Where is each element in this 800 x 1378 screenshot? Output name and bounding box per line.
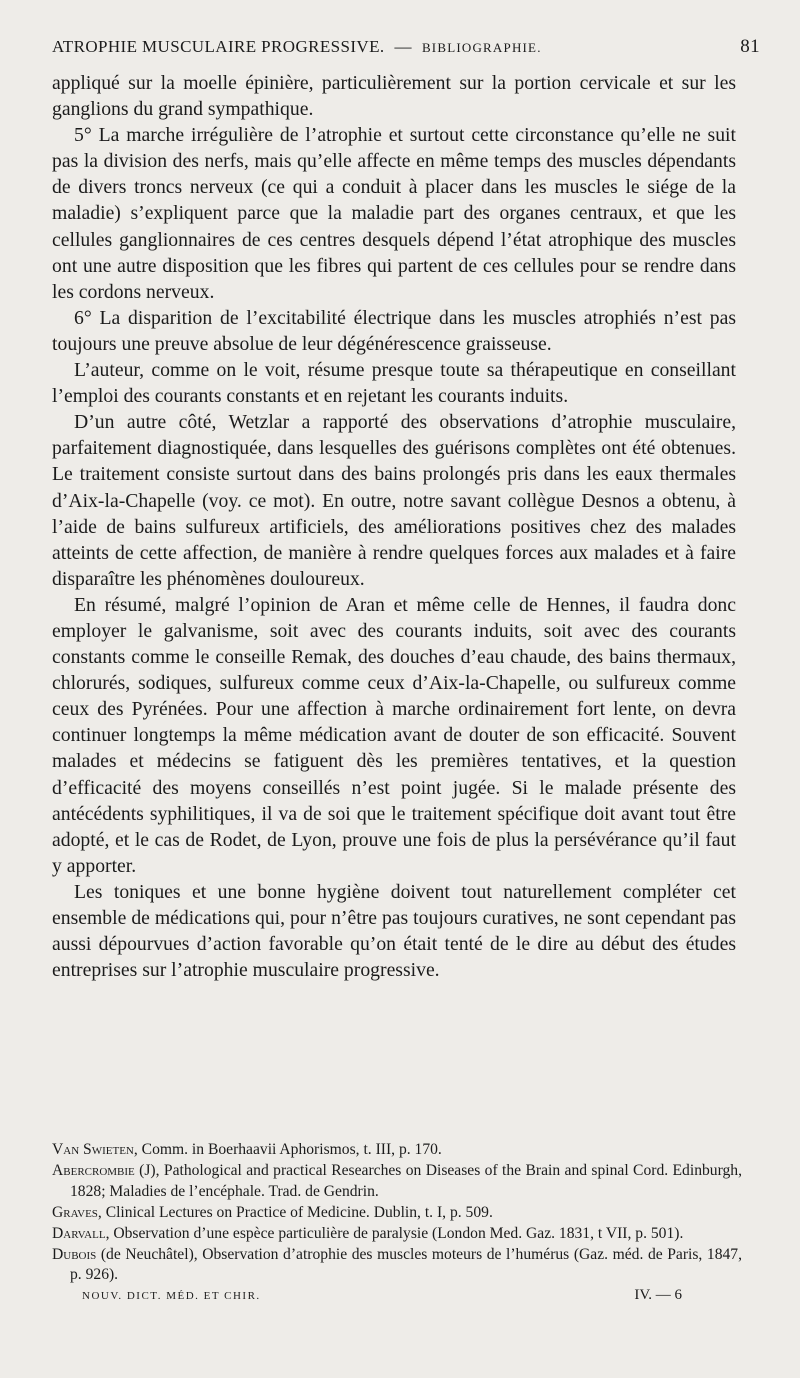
reference-entry [52, 1203, 742, 1224]
paragraph: appliqué sur la moelle épinière, particulièrement sur la portion cervicale et sur les ganglions du grand sympathique. [52, 72, 736, 121]
reference-author: Dubois [52, 1245, 97, 1263]
page-number: 81 [740, 36, 760, 57]
paragraph: 6° La disparition de l’excitabilité électrique dans les muscles atrophiés n’est pas toujours une preuve absolue de leur dégénérescence graisseuse. [52, 306, 736, 355]
section-title: BIBLIOGRAPHIE. [421, 40, 542, 55]
reference-entry [52, 1224, 742, 1245]
reference-author: Darvall [52, 1224, 106, 1242]
page-footer [82, 1287, 682, 1304]
reference-author: Graves [52, 1203, 98, 1221]
paragraph: En résumé, malgré l’opinion de Aran et même celle de Hennes, il faudra donc employer le galvanisme, soit avec des courants induits, soit avec des courants constants comme le conseille Remak, des douches d’eau chaude, des bains thermaux, chlorurés, sodiques, sulfureux comme ceux d’Aix-la-Chapelle, ou sulfureux comme ceux des Pyrénées. Pour une affection à marche ordinairement fort lente, on devra continuer longtemps la même médication avant de douter de son efficacité. Souvent malades et médecins se fatiguent dès les premières tentatives, et la question d’efficacité des moyens conseillés n’est point jugée. Si le malade présente des antécédents syphilitiques, il va de soi que le traitement spécifique doit avant tout être adopté, et le cas de Rodet, de Lyon, prouve une fois de plus la persévérance qu’il faut y apporter. [52, 593, 736, 877]
reference-text: , Clinical Lectures on Practice of Medicine. Dublin, t. I, p. 509. [97, 1203, 493, 1221]
bibliography [52, 1140, 742, 1286]
paragraph: Les toniques et une bonne hygiène doivent tout naturellement compléter cet ensemble de médications qui, pour n’être pas toujours curatives, ne sont cependant pas aussi dépourvues d’action favorable qu’on était tenté de le dire au début des études entreprises sur l’atrophie musculaire progressive. [52, 880, 736, 982]
paragraph: D’un autre côté, Wetzlar a rapporté des observations d’atrophie musculaire, parfaitement diagnostiquée, dans lesquelles des guérisons complètes ont été obtenues. Le traitement consiste surtout dans des bains prolongés pris dans les eaux thermales d’Aix-la-Chapelle (voy. ce mot). En outre, notre savant collègue Desnos a obtenu, à l’aide de bains sulfureux artificiels, des améliorations positives chez des malades atteints de cette affection, de manière à rendre quelques forces aux malades et à faire disparaître les phénomènes douloureux. [52, 411, 736, 590]
reference-author: Abercrombie [52, 1161, 135, 1179]
paragraph: 5° La marche irrégulière de l’atrophie et surtout cette circonstance qu’elle ne suit pas la division des nerfs, mais qu’elle affecte en même temps des muscles dépendants de divers troncs nerveux (ce qui a conduit à placer dans les muscles le siége de la maladie) s’expliquent parce que la maladie part des organes centraux, et que les cellules ganglionnaires de ces centres desquels dépend l’état atrophique des muscles ont une autre disposition que les fibres qui partent de ces cellules pour se rendre dans les cordons nerveux. [52, 124, 736, 303]
reference-entry [52, 1140, 742, 1161]
reference-text: , Comm. in Boerhaavii Aphorismos, t. III, p. 170. [133, 1141, 442, 1158]
reference-author: Van Swieten [52, 1141, 134, 1158]
running-header [52, 36, 760, 58]
reference-text: (J), Pathological and practical Researches on Diseases of the Brain and spinal Cord. Edinburgh, 1828; Maladies de l’encéphale. Trad. de Gendrin. [70, 1161, 742, 1200]
footer-signature: NOUV. DICT. MÉD. ET CHIR. [82, 1290, 261, 1302]
reference-entry [52, 1245, 742, 1287]
reference-entry [52, 1161, 742, 1203]
body-text [52, 70, 736, 983]
reference-text: , Observation d’une espèce particulière de paralysie (London Med. Gaz. 1831, t VII, p. 501). [105, 1224, 684, 1242]
reference-text: (de Neuchâtel), Observation d’atrophie des muscles moteurs de l’humérus (Gaz. méd. de Paris, 1847, p. 926). [70, 1245, 742, 1284]
footer-volume: IV. — 6 [634, 1287, 682, 1303]
running-title: ATROPHIE MUSCULAIRE PROGRESSIVE. [52, 37, 385, 56]
paragraph: L’auteur, comme on le voit, résume presque toute sa thérapeutique en conseillant l’emploi des courants constants et en rejetant les courants induits. [52, 359, 736, 408]
header-dash: — [394, 37, 412, 56]
